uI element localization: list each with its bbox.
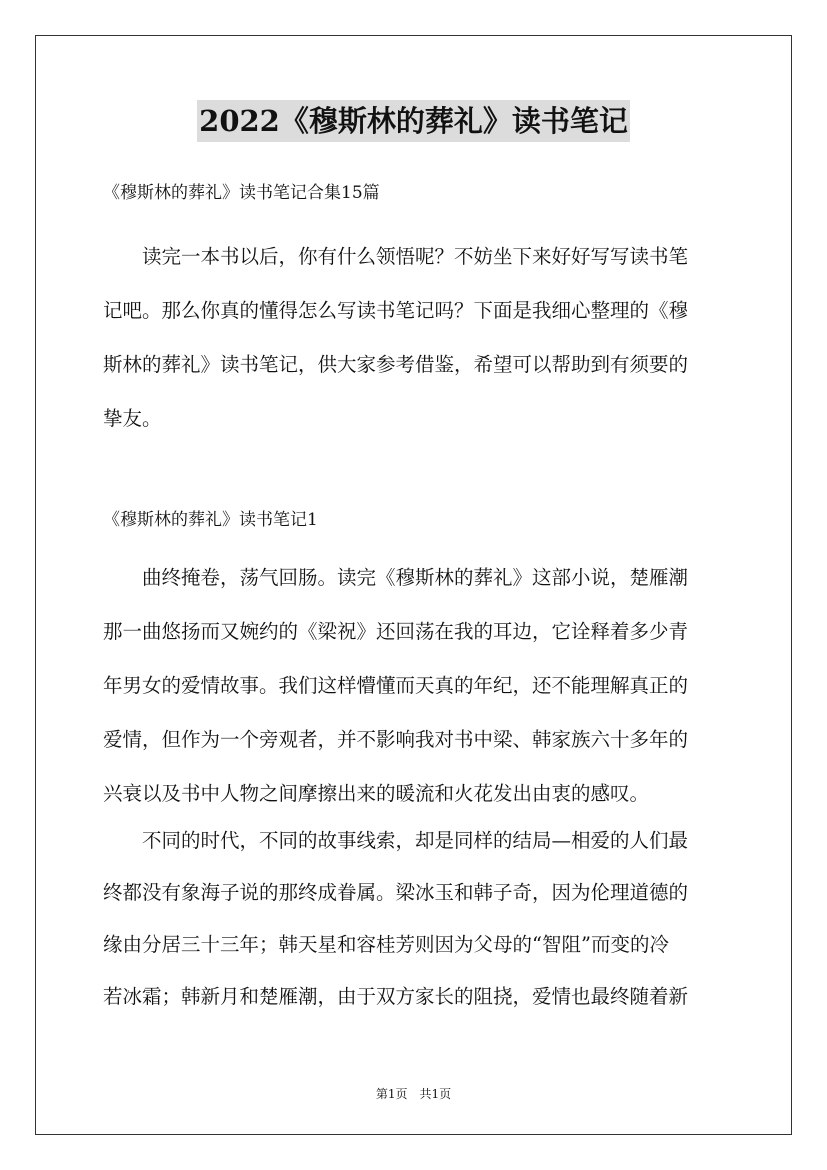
- section-heading: 《穆斯林的葬礼》读书笔记1: [103, 510, 318, 530]
- paragraph-line: 若冰霜；韩新月和楚雁潮，由于双方家长的阻挠，爱情也最终随着新: [103, 985, 689, 1008]
- paragraph-line: 记吧。那么你真的懂得怎么写读书笔记吗？下面是我细心整理的《穆: [103, 299, 689, 322]
- paragraph-line: 那一曲悠扬而又婉约的《梁祝》还回荡在我的耳边，它诠释着多少青: [103, 620, 689, 643]
- paragraph-line: 挚友。: [103, 407, 162, 430]
- document-subtitle: 《穆斯林的葬礼》读书笔记合集15篇: [103, 183, 380, 203]
- paragraph-line: 终都没有象海子说的那终成眷属。梁冰玉和韩子奇，因为伦理道德的: [103, 881, 689, 904]
- intro-paragraph: [103, 230, 725, 446]
- title-container: [0, 100, 827, 142]
- paragraph-line: 不同的时代，不同的故事线索，却是同样的结局—相爱的人们最: [103, 829, 689, 852]
- body-paragraph-1: [103, 551, 725, 821]
- document-title: 2022《穆斯林的葬礼》读书笔记: [197, 100, 630, 142]
- paragraph-line: 爱情，但作为一个旁观者，并不影响我对书中梁、韩家族六十多年的: [103, 728, 689, 751]
- paragraph-line: 兴衰以及书中人物之间摩擦出来的暖流和火花发出由衷的感叹。: [103, 782, 650, 805]
- paragraph-line: 读完一本书以后，你有什么领悟呢？不妨坐下来好好写写读书笔: [103, 245, 689, 268]
- paragraph-line: 缘由分居三十三年；韩天星和容桂芳则因为父母的“智阻”而变的冷: [103, 933, 669, 956]
- page-footer: 第1页 共1页: [375, 1087, 452, 1101]
- paragraph-line: 斯林的葬礼》读书笔记，供大家参考借鉴，希望可以帮助到有须要的: [103, 353, 689, 376]
- body-paragraph-2: [103, 815, 725, 1023]
- paragraph-line: 曲终掩卷，荡气回肠。读完《穆斯林的葬礼》这部小说，楚雁潮: [103, 566, 689, 589]
- paragraph-line: 年男女的爱情故事。我们这样懵懂而天真的年纪，还不能理解真正的: [103, 674, 689, 697]
